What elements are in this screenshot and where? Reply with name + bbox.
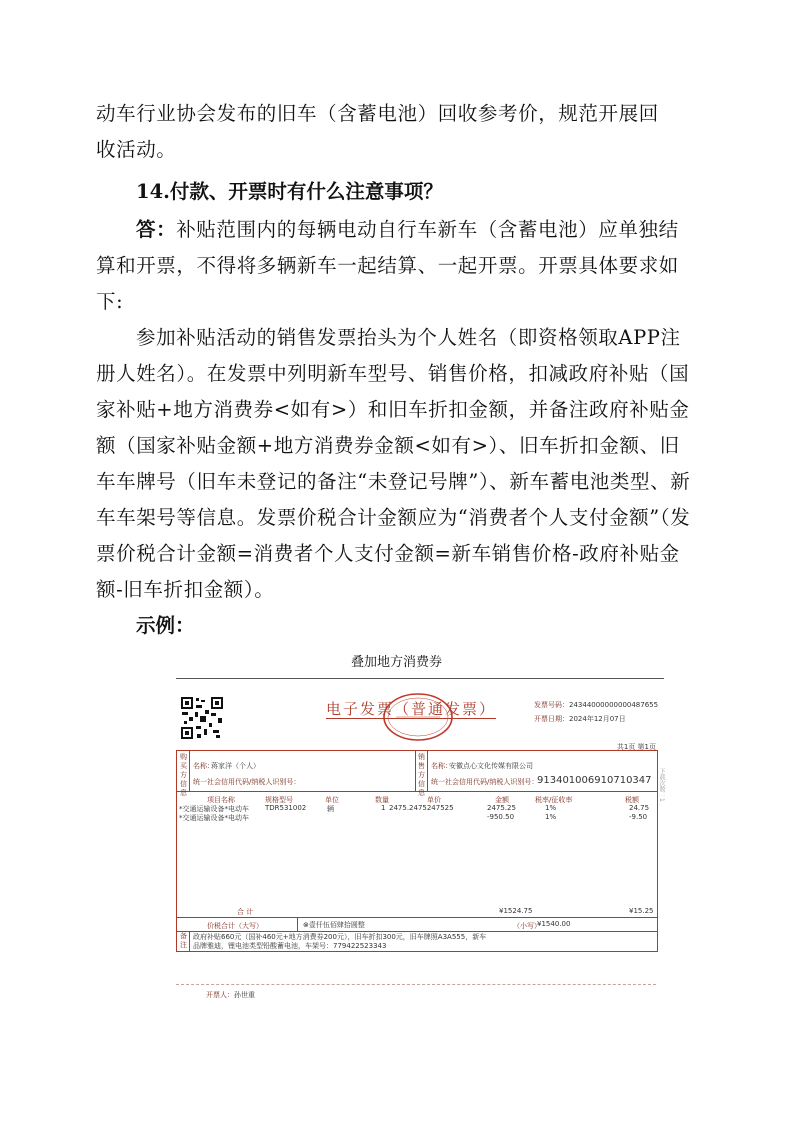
divider: [177, 931, 657, 932]
title-underline: [326, 718, 496, 719]
invoice-image: [176, 678, 664, 998]
buyer-name-label: 名称：: [193, 762, 214, 770]
total-label: 合 计: [237, 908, 254, 916]
invoice-date-label: 开票日期：: [534, 715, 569, 723]
answer-label: 答：: [136, 218, 177, 241]
divider: [189, 751, 190, 791]
col-spec: 规格型号: [265, 796, 293, 804]
row-amount: -950.50: [487, 813, 515, 821]
col-unit: 单位: [325, 796, 339, 804]
row-item: *交通运输设备*电动车: [179, 805, 249, 813]
invoice-number-value: 24344000000000487655: [569, 701, 659, 709]
seller-tax-label: 统一社会信用代码/纳税人识别号：: [431, 778, 539, 786]
col-amount: 金额: [495, 796, 509, 804]
qr-code-icon: [180, 696, 224, 740]
divider: [297, 917, 298, 931]
divider: [189, 931, 190, 951]
total-tax: ¥15.25: [629, 907, 654, 915]
grand-total-small: ¥1540.00: [537, 920, 571, 928]
answer-text: 补贴范围内的每辆电动自行车新车（含蓄电池）应单独结算和开票，不得将多辆新车一起结算、一起开票。开票具体要求如下:: [96, 218, 679, 313]
divider: [176, 984, 656, 985]
issuer-label: 开票人：: [206, 991, 234, 999]
buyer-name: 蒋家洋（个人）: [211, 762, 260, 770]
requirements-text: 参加补贴活动的销售发票抬头为个人姓名（即资格领取APP注册人姓名）。在发票中列明新车型号、销售价格，扣减政府补贴（国家补贴+地方消费券<如有>）和旧车折扣金额，并备注政府补贴金额（国家补贴金额+地方消费券金额<如有>）、旧车折扣金额、旧车车牌号（旧车未登记的备注“未登记号牌”）、新车蓄电池类型、新车车架号等信息。发票价税合计金额应为“消费者个人支付金额”（发票价税合计金额=消费者个人支付金额=新车销售价格-政府补贴金额-旧车折扣金额）。: [96, 326, 691, 601]
grand-total-small-label: （小写）: [513, 922, 541, 930]
seller-name: 安徽点心文化传媒有限公司: [449, 762, 533, 770]
seller-name-label: 名称：: [431, 762, 452, 770]
invoice-date-value: 2024年12月07日: [569, 715, 626, 723]
invoice-table: [176, 750, 658, 952]
seller-tax-id: 913401006910710347: [537, 775, 652, 786]
invoice-title: 电子发票（普通发票）: [326, 700, 497, 718]
para1-line2: 收活动。: [96, 138, 177, 161]
col-tax: 税额: [625, 796, 639, 804]
divider: [427, 751, 428, 791]
row-tax: 24.75: [629, 804, 650, 812]
invoice-number: [534, 700, 658, 710]
paragraph-1: [96, 96, 696, 168]
example-label: 示例：: [136, 614, 195, 637]
row-amount: 2475.25: [487, 804, 516, 812]
divider: [176, 678, 664, 679]
row-tax: -9.50: [629, 813, 648, 821]
invoice-date: [534, 714, 626, 724]
requirements-paragraph: [96, 320, 696, 608]
row-unit: 辆: [327, 805, 334, 813]
col-qty: 数量: [375, 796, 389, 804]
answer-paragraph: [96, 212, 696, 320]
row-price: 2475.2475247525: [389, 804, 454, 812]
remark-label: 备注: [180, 932, 187, 949]
issuer-value: 孙世重: [234, 991, 255, 999]
divider: [177, 917, 657, 918]
invoice-number-label: 发票号码：: [534, 701, 569, 709]
row-item: *交通运输设备*电动车: [179, 814, 249, 822]
para1-line1: 动车行业协会发布的旧车（含蓄电池）回收参考价，规范开展回: [96, 102, 659, 125]
grand-total-words: ⊗壹仟伍佰肆拾圆整: [303, 921, 365, 929]
row-qty: 1: [381, 804, 386, 812]
seller-section-label: 销售方信息: [418, 753, 425, 797]
col-item: 项目名称: [207, 796, 235, 804]
download-count: 下载次数：1: [658, 768, 665, 802]
page-info: 共1页 第1页: [616, 743, 656, 751]
row-rate: 1%: [545, 813, 557, 821]
divider: [415, 751, 416, 791]
col-rate: 税率/征收率: [535, 796, 573, 804]
col-price: 单价: [427, 796, 441, 804]
row-spec: TDR531002: [265, 804, 307, 812]
row-rate: 1%: [545, 804, 557, 812]
buyer-tax-label: 统一社会信用代码/纳税人识别号：: [193, 778, 301, 786]
figure-caption: 叠加地方消费券: [350, 655, 442, 670]
grand-total-label: 价税合计（大写）: [207, 922, 263, 930]
issuer: [206, 990, 255, 1000]
buyer-section-label: 购买方信息: [180, 753, 187, 797]
section-heading: 14.付款、开票时有什么注意事项？: [136, 180, 443, 203]
remark-text: 政府补贴660元（国补460元+地方消费券200元），旧车折扣300元，旧车牌照A3A555，新车品牌雅迪，锂电池类型铅酸蓄电池，车架号：779422523343: [193, 933, 487, 950]
total-amount: ¥1524.75: [499, 907, 533, 915]
